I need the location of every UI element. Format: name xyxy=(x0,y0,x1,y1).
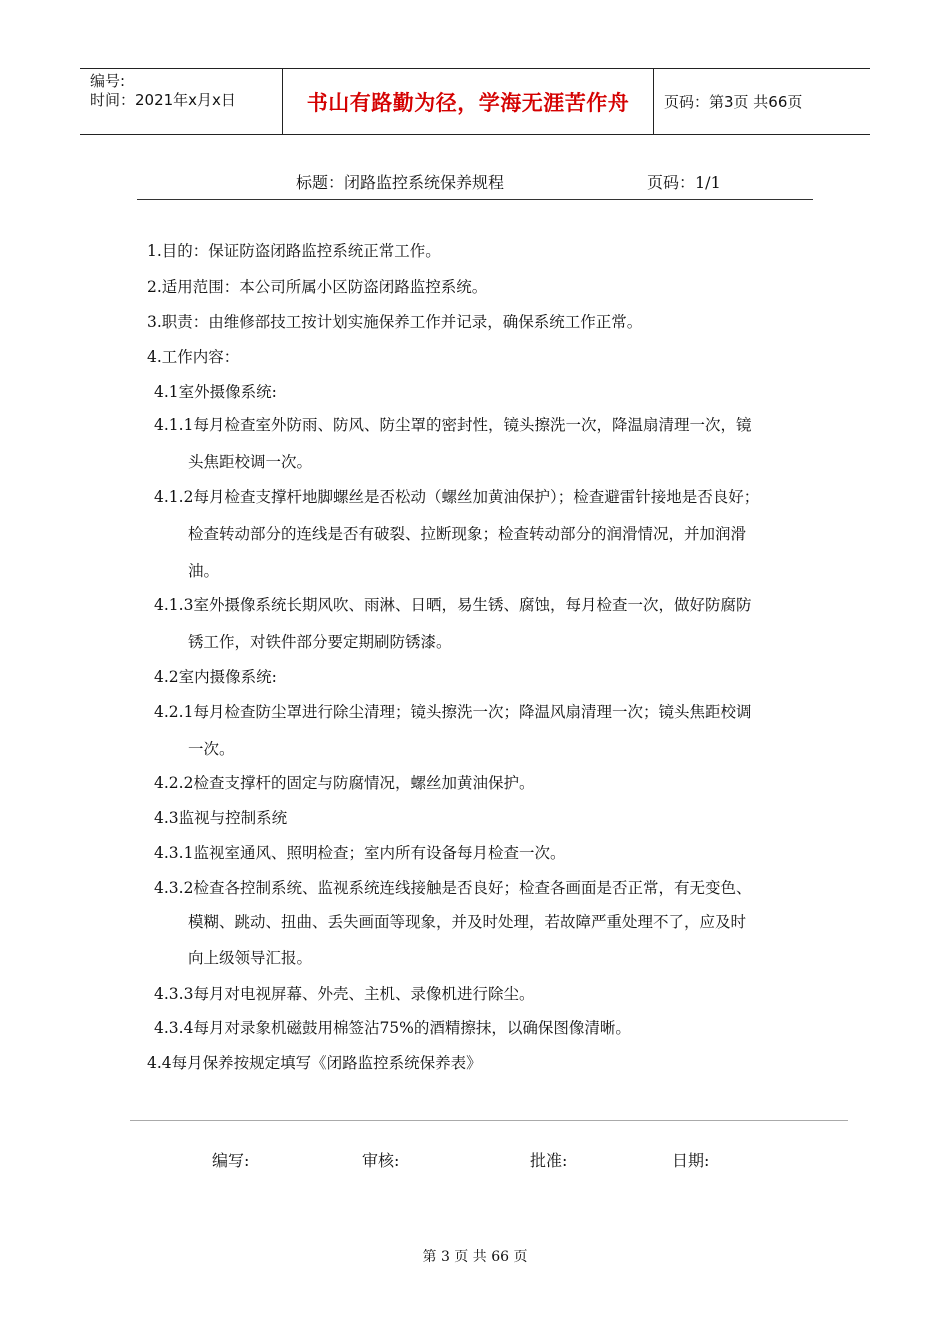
body-line: 头焦距校调一次。 xyxy=(188,453,313,471)
document-number-label: 编号: xyxy=(90,72,126,90)
body-line: 2.适用范围：本公司所属小区防盗闭路监控系统。 xyxy=(147,278,488,296)
body-line: 4.3.1监视室通风、照明检查；室内所有设备每月检查一次。 xyxy=(154,844,566,862)
motto-text: 书山有路勤为径，学海无涯苦作舟 xyxy=(306,90,630,115)
header-motto xyxy=(282,69,654,134)
document-title: 标题：闭路监控系统保养规程 xyxy=(296,173,505,192)
signature-date: 日期: xyxy=(672,1151,710,1170)
body-line: 一次。 xyxy=(188,740,235,758)
document-page-code: 页码：1/1 xyxy=(647,173,721,192)
body-line: 4.工作内容： xyxy=(147,348,240,366)
body-line: 4.2.2检查支撑杆的固定与防腐情况，螺丝加黄油保护。 xyxy=(154,774,535,792)
body-line: 向上级领导汇报。 xyxy=(188,949,313,967)
header-page-info: 页码：第3页 共66页 xyxy=(664,93,803,111)
body-line: 4.3监视与控制系统 xyxy=(154,809,288,827)
body-line: 4.4每月保养按规定填写《闭路监控系统保养表》 xyxy=(147,1054,482,1072)
page-header xyxy=(80,68,870,135)
signature-approver: 批准: xyxy=(530,1151,568,1170)
body-line: 4.1.1每月检查室外防雨、防风、防尘罩的密封性，镜头擦洗一次，降温扇清理一次，镜 xyxy=(154,416,752,434)
signature-reviewer: 审核: xyxy=(362,1151,400,1170)
body-line: 4.3.4每月对录象机磁鼓用棉签沾75%的酒精擦抹，以确保图像清晰。 xyxy=(154,1019,631,1037)
body-line: 1.目的：保证防盗闭路监控系统正常工作。 xyxy=(147,242,441,260)
body-line: 油。 xyxy=(188,562,220,580)
body-line: 3.职责：由维修部技工按计划实施保养工作并记录，确保系统工作正常。 xyxy=(147,313,643,331)
body-line: 4.3.3每月对电视屏幕、外壳、主机、录像机进行除尘。 xyxy=(154,985,535,1003)
body-line: 检查转动部分的连线是否有破裂、拉断现象；检查转动部分的润滑情况，并加润滑 xyxy=(188,525,747,543)
body-line: 4.1.2每月检查支撑杆地脚螺丝是否松动（螺丝加黄油保护）；检查避雷针接地是否良好； xyxy=(154,488,760,506)
signature-writer: 编写: xyxy=(212,1151,250,1170)
body-line: 模糊、跳动、扭曲、丢失画面等现象，并及时处理，若故障严重处理不了，应及时 xyxy=(188,913,747,931)
title-divider xyxy=(137,199,813,200)
body-line: 4.1.3室外摄像系统长期风吹、雨淋、日晒，易生锈、腐蚀，每月检查一次，做好防腐防 xyxy=(154,596,752,614)
body-line: 锈工作，对铁件部分要定期刷防锈漆。 xyxy=(188,633,452,651)
header-meta xyxy=(80,69,282,134)
page-footer: 第 3 页 共 66 页 xyxy=(422,1249,528,1265)
signature-divider xyxy=(130,1120,848,1121)
body-line: 4.2.1每月检查防尘罩进行除尘清理；镜头擦洗一次；降温风扇清理一次；镜头焦距校调 xyxy=(154,703,752,721)
document-date: 时间：2021年x月x日 xyxy=(90,91,236,109)
body-line: 4.2室内摄像系统: xyxy=(154,668,277,686)
body-line: 4.1室外摄像系统: xyxy=(154,383,277,401)
body-line: 4.3.2检查各控制系统、监视系统连线接触是否良好；检查各画面是否正常，有无变色、 xyxy=(154,879,752,897)
